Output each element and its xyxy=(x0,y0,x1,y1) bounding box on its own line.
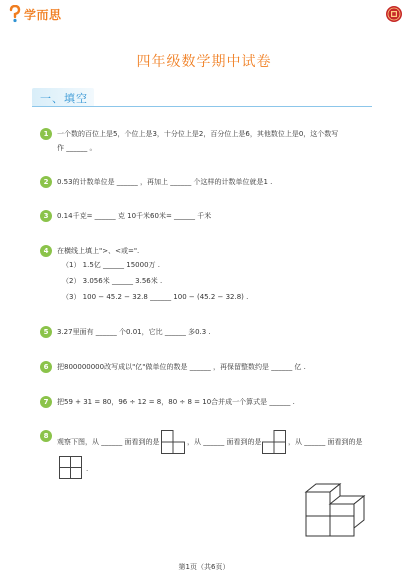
cube-stack-figure xyxy=(300,482,380,538)
brand-name: 学而思 xyxy=(24,7,62,22)
question-7-text: 把59 + 31 = 80，96 ÷ 12 = 8，80 ÷ 8 = 10合并成一个算式是 ______ . xyxy=(57,398,295,406)
question-number-badge: 7 xyxy=(40,396,52,408)
question-4-text: 在横线上填上">、<或=". xyxy=(57,247,140,255)
question-number-badge: 1 xyxy=(40,128,52,140)
brand-logo xyxy=(8,4,62,24)
view-shape-1 xyxy=(161,430,185,454)
question-number-badge: 3 xyxy=(40,210,52,222)
question-number-badge: 8 xyxy=(40,430,52,442)
question-3-text: 0.14千克= ______ 克 10千米60米= ______ 千米 xyxy=(57,212,212,220)
section-label: 一、填空 xyxy=(40,92,88,105)
page-title: 四年级数学期中试卷 xyxy=(136,54,272,70)
question-1-text-cont: 作 ______ 。 xyxy=(57,144,97,152)
question-8-text-end: . xyxy=(86,465,89,473)
brand-seal-icon xyxy=(385,5,403,23)
question-number-badge: 4 xyxy=(40,245,52,257)
question-4-sub-1: （1） 1.5亿 ______ 15000万 . xyxy=(62,261,160,269)
question-number-badge: 5 xyxy=(40,326,52,338)
question-5-text: 3.27里面有 ______ 个0.01，它比 ______ 多0.3 . xyxy=(57,328,211,336)
section-header xyxy=(32,88,372,108)
question-number-badge: 2 xyxy=(40,176,52,188)
page-footer: 第1页（共6页） xyxy=(178,563,230,571)
view-shape-2 xyxy=(262,430,286,454)
question-8-text-c: ，从 ______ 面看到的是 xyxy=(288,438,363,446)
question-4-sub-3: （3） 100 − 45.2 − 32.8 ______ 100 − (45.2 − 32.8) . xyxy=(62,293,249,301)
brand-question-mark-icon xyxy=(8,5,22,23)
question-6-text: 把800000000改写成以"亿"做单位的数是 ______ ，再保留整数约是 ______ 亿 . xyxy=(57,363,306,371)
question-8-text-b: ，从 ______ 面看到的是 xyxy=(187,438,262,446)
section-divider xyxy=(32,106,372,107)
question-2-text: 0.53的计数单位是 ______ ，再加上 ______ 个这样的计数单位就是1 . xyxy=(57,178,273,186)
view-shape-3 xyxy=(59,456,82,479)
question-8-text-a: 观察下图，从 ______ 面看到的是 xyxy=(57,438,160,446)
question-number-badge: 6 xyxy=(40,361,52,373)
question-4-sub-2: （2） 3.056米 ______ 3.56米 . xyxy=(62,277,163,285)
question-1-text: 一个数的百位上是5，个位上是3，十分位上是2，百分位上是6，其他数位上是0，这个数写 xyxy=(57,130,339,138)
